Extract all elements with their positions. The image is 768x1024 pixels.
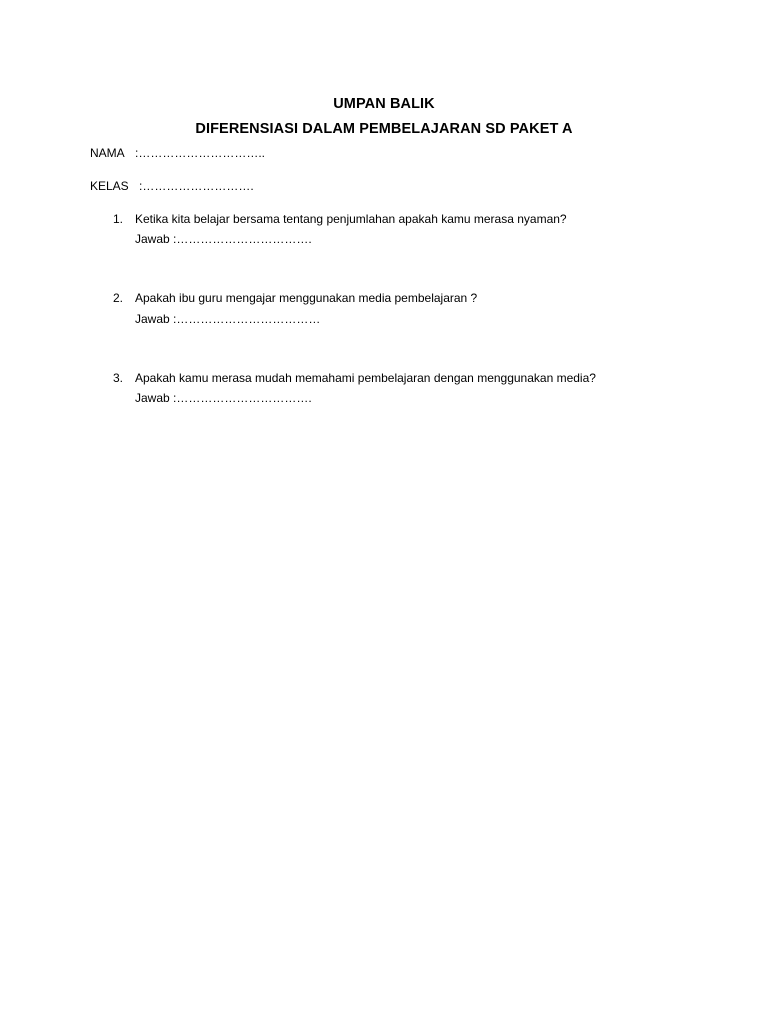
answer-line: Jawab :……………………………. [135, 391, 312, 405]
question-item [113, 212, 567, 226]
nama-blank: :………………………….. [135, 146, 266, 160]
answer-line: Jawab :……………………………. [135, 232, 312, 246]
question-item [113, 371, 596, 385]
nama-label: NAMA [90, 146, 125, 160]
kelas-blank: :………………………. [139, 179, 254, 193]
kelas-label: KELAS [90, 179, 129, 193]
question-text: Apakah kamu merasa mudah memahami pembelajaran dengan menggunakan media? [135, 371, 596, 385]
question-number: 1. [113, 212, 124, 226]
document-subtitle: DIFERENSIASI DALAM PEMBELAJARAN SD PAKET A [195, 121, 573, 137]
question-text: Apakah ibu guru mengajar menggunakan media pembelajaran ? [135, 291, 478, 305]
question-number: 3. [113, 371, 124, 385]
document-title: UMPAN BALIK [333, 96, 435, 112]
nama-field [90, 146, 265, 160]
kelas-field [90, 179, 254, 193]
question-number: 2. [113, 291, 124, 305]
question-text: Ketika kita belajar bersama tentang penjumlahan apakah kamu merasa nyaman? [135, 212, 567, 226]
question-item [113, 291, 477, 305]
answer-line: Jawab :……………………………… [135, 312, 321, 326]
